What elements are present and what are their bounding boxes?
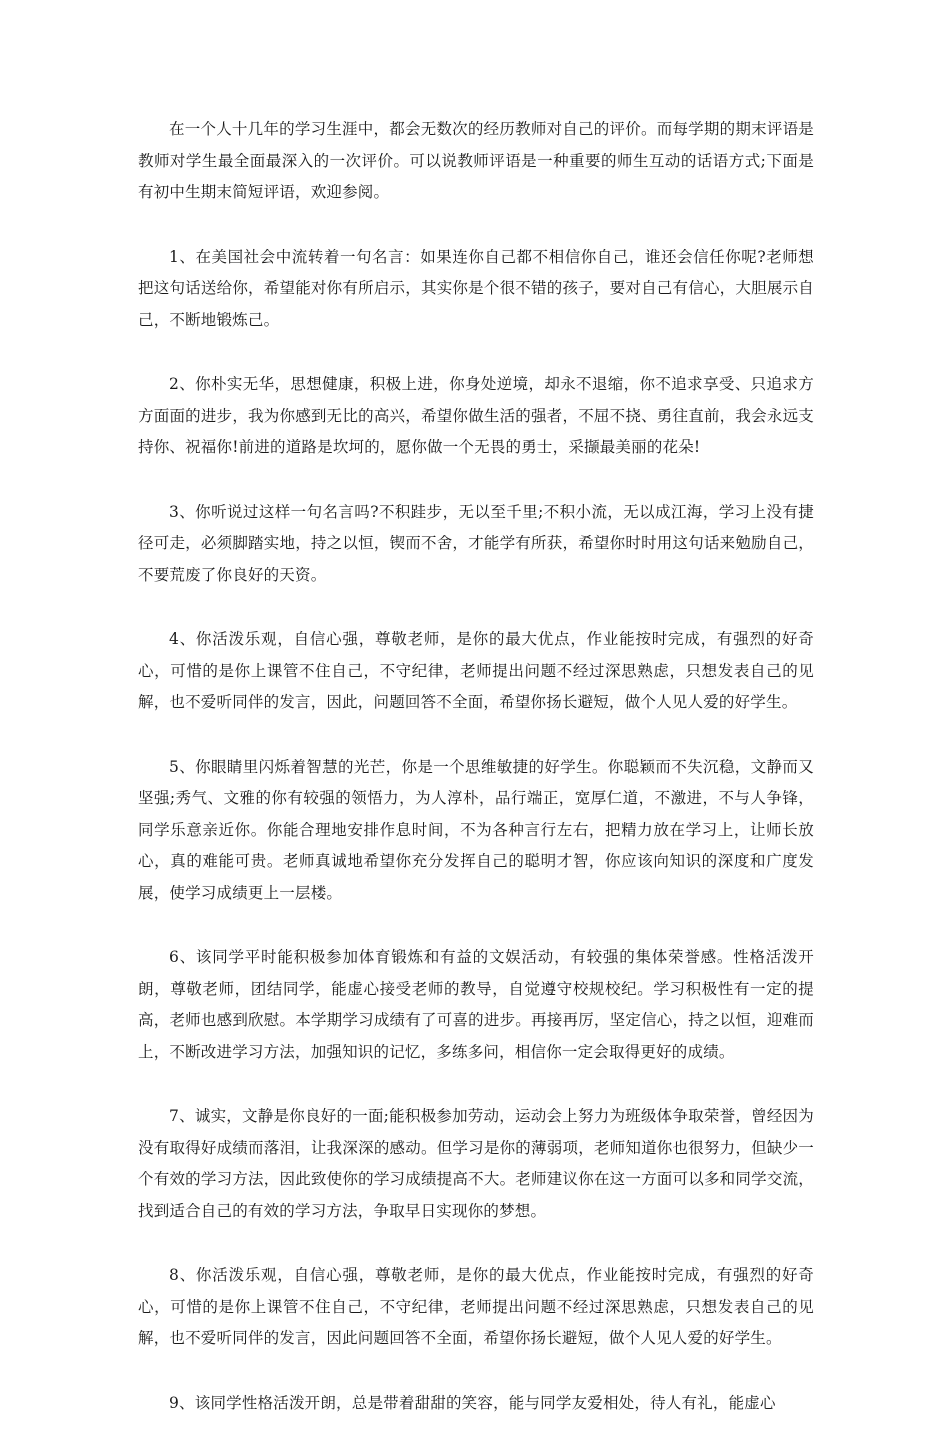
comment-paragraph-6: 6、该同学平时能积极参加体育锻炼和有益的文娱活动，有较强的集体荣誉感。性格活泼开朗，尊敬老师，团结同学，能虚心接受老师的教导，自觉遵守校规校纪。学习积极性有一定的提高，老师也感到欣慰。本学期学习成绩有了可喜的进步。再接再厉，坚定信心，持之以恒，迎难而上，不断改进学习方法，加强知识的记忆，多练多问，相信你一定会取得更好的成绩。 (138, 948, 814, 1061)
comment-paragraph-7: 7、诚实，文静是你良好的一面;能积极参加劳动，运动会上努力为班级体争取荣誉，曾经因为没有取得好成绩而落泪，让我深深的感动。但学习是你的薄弱项，老师知道你也很努力，但缺少一个有效的学习方法，因此致使你的学习成绩提高不大。老师建议你在这一方面可以多和同学交流，找到适合自己的有效的学习方法，争取早日实现你的梦想。 (138, 1107, 814, 1220)
comment-paragraph-8: 8、你活泼乐观，自信心强，尊敬老师，是你的最大优点，作业能按时完成，有强烈的好奇心，可惜的是你上课管不住自己，不守纪律，老师提出问题不经过深思熟虑，只想发表自己的见解，也不爱听同伴的发言，因此问题回答不全面，希望你扬长避短，做个人见人爱的好学生。 (138, 1266, 814, 1347)
comment-paragraph-9: 9、该同学性格活泼开朗，总是带着甜甜的笑容，能与同学友爱相处，待人有礼，能虚心 (169, 1393, 776, 1412)
comment-paragraph-2: 2、你朴实无华，思想健康，积极上进，你身处逆境，却永不退缩，你不追求享受、只追求方方面面的进步，我为你感到无比的高兴，希望你做生活的强者，不屈不挠、勇往直前，我会永远支持你、祝福你!前进的道路是坎坷的，愿你做一个无畏的勇士，采撷最美丽的花朵! (138, 375, 814, 456)
comment-paragraph-4: 4、你活泼乐观，自信心强，尊敬老师，是你的最大优点，作业能按时完成，有强烈的好奇心，可惜的是你上课管不住自己，不守纪律，老师提出问题不经过深思熟虑，只想发表自己的见解，也不爱听同伴的发言，因此，问题回答不全面，希望你扬长避短，做个人见人爱的好学生。 (138, 630, 814, 711)
comment-paragraph-3: 3、你听说过这样一句名言吗?不积跬步，无以至千里;不积小流，无以成江海，学习上没有捷径可走，必须脚踏实地，持之以恒，锲而不舍，才能学有所获，希望你时时用这句话来勉励自己，不要荒废了你良好的天资。 (138, 502, 814, 584)
comment-paragraph-5: 5、你眼睛里闪烁着智慧的光芒，你是一个思维敏捷的好学生。你聪颖而不失沉稳，文静而又坚强;秀气、文雅的你有较强的领悟力，为人淳朴，品行端正，宽厚仁道，不激进，不与人争锋，同学乐意亲近你。你能合理地安排作息时间，不为各种言行左右，把精力放在学习上，让师长放心，真的难能可贵。老师真诚地希望你充分发挥自己的聪明才智，你应该向知识的深度和广度发展，使学习成绩更上一层楼。 (138, 757, 814, 902)
document-body (138, 114, 814, 1452)
comment-paragraph-1: 1、在美国社会中流转着一句名言：如果连你自己都不相信你自己，谁还会信任你呢?老师想把这句话送给你，希望能对你有所启示，其实你是个很不错的孩子，要对自己有信心，大胆展示自己，不断地锻炼己。 (138, 247, 814, 329)
intro-paragraph: 在一个人十几年的学习生涯中，都会无数次的经历教师对自己的评价。而每学期的期末评语是教师对学生最全面最深入的一次评价。可以说教师评语是一种重要的师生互动的话语方式;下面是有初中生期末简短评语，欢迎参阅。 (138, 120, 814, 201)
